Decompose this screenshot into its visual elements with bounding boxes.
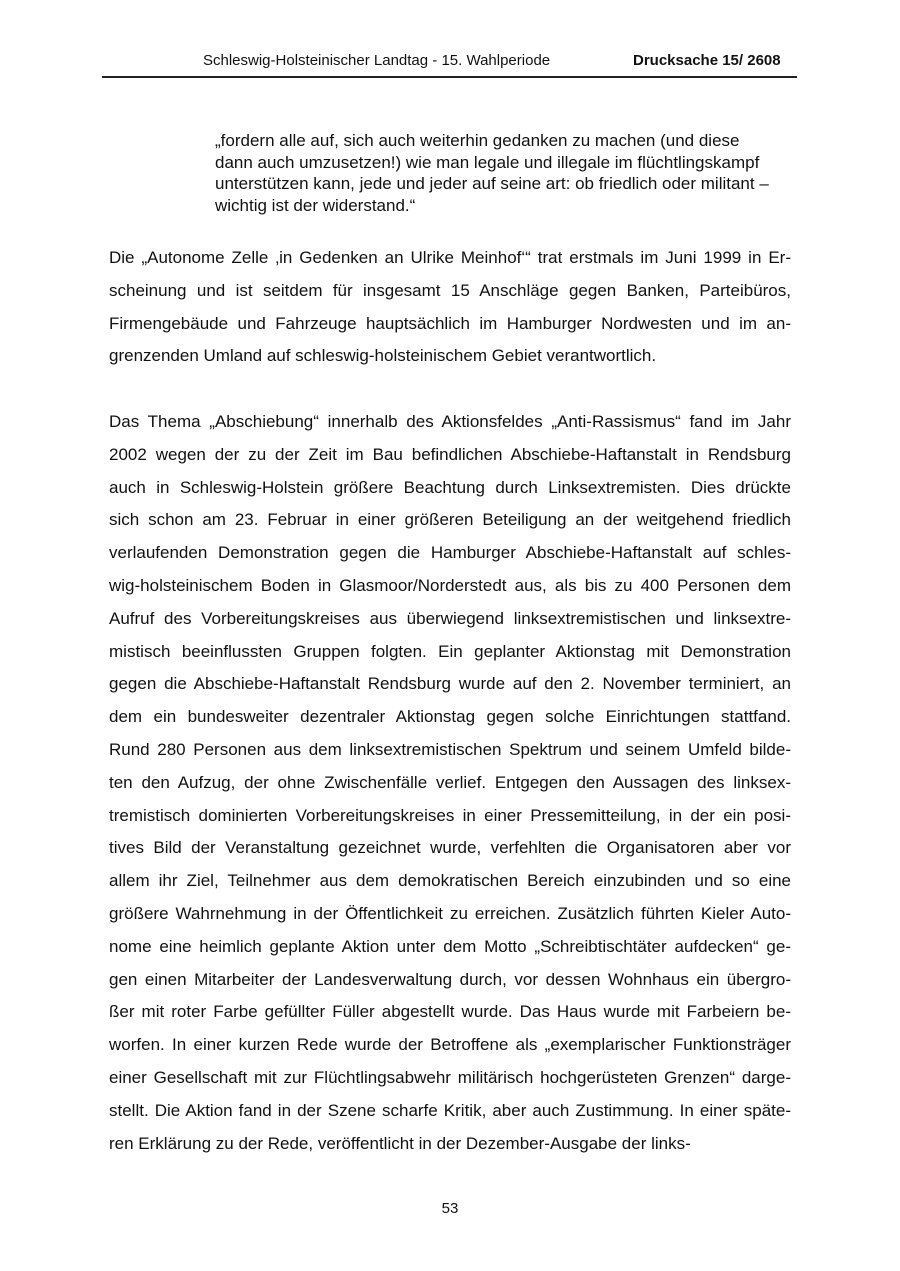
text-line: „fordern alle auf, sich auch weiterhin gedanken zu machen (und diese [215, 131, 740, 150]
text-line: tremistisch dominierten Vorbereitungskreises in einer Pressemitteilung, in der ein posi- [109, 805, 791, 825]
text-line: dann auch umzusetzen!) wie man legale und illegale im flüchtlingskampf [215, 152, 760, 172]
text-line: Rund 280 Personen aus dem linksextremistischen Spektrum und seinem Umfeld bilde- [109, 739, 791, 759]
header-rule [102, 76, 797, 78]
text-line: Aufruf des Vorbereitungskreises aus überwiegend linksextremistischen und linksextre- [109, 608, 791, 628]
text-line: mistisch beeinflussten Gruppen folgten. Ein geplanter Aktionstag mit Demonstration [109, 641, 791, 661]
text-line: 2002 wegen der zu der Zeit im Bau befindlichen Abschiebe-Haftanstalt in Rendsburg [109, 444, 791, 464]
text-line: Das Thema „Abschiebung“ innerhalb des Aktionsfeldes „Anti-Rassismus“ fand im Jahr [109, 412, 791, 431]
text-line: worfen. In einer kurzen Rede wurde der Betroffene als „exemplarischer Funktionsträger [109, 1035, 791, 1055]
text-line: nome eine heimlich geplante Aktion unter dem Motto „Schreibtischtäter aufdecken“ ge- [109, 936, 791, 956]
text-line: gen einen Mitarbeiter der Landesverwaltung durch, vor dessen Wohnhaus ein übergro- [109, 969, 791, 989]
text-line: verlaufenden Demonstration gegen die Hamburger Abschiebe-Haftanstalt auf schles- [109, 543, 791, 563]
text-line: ren Erklärung zu der Rede, veröffentlicht in der Dezember-Ausgabe der links- [109, 1133, 691, 1153]
drucksache-number: Drucksache 15/ 2608 [633, 52, 781, 69]
text-line: wichtig ist der widerstand.“ [215, 195, 416, 215]
text-line: unterstützen kann, jede und jeder auf seine art: ob friedlich oder militant – [215, 174, 769, 193]
text-line: stellt. Die Aktion fand in der Szene scharfe Kritik, aber auch Zustimmung. In einer späte- [109, 1100, 791, 1120]
paragraph-1 [109, 242, 791, 373]
text-line: auch in Schleswig-Holstein größere Beachtung durch Linksextremisten. Dies drückte [109, 477, 791, 497]
text-line: ßer mit roter Farbe gefüllter Füller abgestellt wurde. Das Haus wurde mit Farbeiern be- [109, 1002, 791, 1022]
text-line: dem ein bundesweiter dezentraler Aktionstag gegen solche Einrichtungen stattfand. [109, 707, 791, 727]
text-line: scheinung und ist seitdem für insgesamt 15 Anschläge gegen Banken, Parteibüros, [109, 280, 791, 300]
text-line: grenzenden Umland auf schleswig-holsteinischem Gebiet verantwortlich. [109, 346, 657, 366]
text-line: einer Gesellschaft mit zur Flüchtlingsabwehr militärisch hochgerüsteten Grenzen“ darge- [109, 1067, 791, 1087]
text-line: Die „Autonome Zelle ‚in Gedenken an Ulrike Meinhof‘“ trat erstmals im Juni 1999 in Er- [109, 248, 791, 267]
text-line: tives Bild der Veranstaltung gezeichnet wurde, verfehlten die Organisatoren aber vor [109, 838, 791, 858]
text-line: gegen die Abschiebe-Haftanstalt Rendsburg wurde auf den 2. November terminiert, an [109, 674, 791, 694]
text-line: allem ihr Ziel, Teilnehmer aus dem demokratischen Bereich einzubinden und so eine [109, 871, 791, 891]
text-line: größere Wahrnehmung in der Öffentlichkeit zu erreichen. Zusätzlich führten Kieler Auto- [109, 903, 791, 923]
text-line: Firmengebäude und Fahrzeuge hauptsächlich im Hamburger Nordwesten und im an- [109, 313, 791, 333]
header-title: Schleswig-Holsteinischer Landtag - 15. Wahlperiode [203, 52, 551, 69]
text-line: wig-holsteinischem Boden in Glasmoor/Norderstedt aus, als bis zu 400 Personen dem [109, 575, 791, 595]
page-number: 53 [441, 1200, 459, 1217]
paragraph-2 [109, 406, 791, 1160]
text-line: ten den Aufzug, der ohne Zwischenfälle verlief. Entgegen den Aussagen des linksex- [109, 772, 791, 792]
text-line: sich schon am 23. Februar in einer größeren Beteiligung an der weitgehend friedlich [109, 510, 791, 530]
block-quote [215, 130, 781, 216]
